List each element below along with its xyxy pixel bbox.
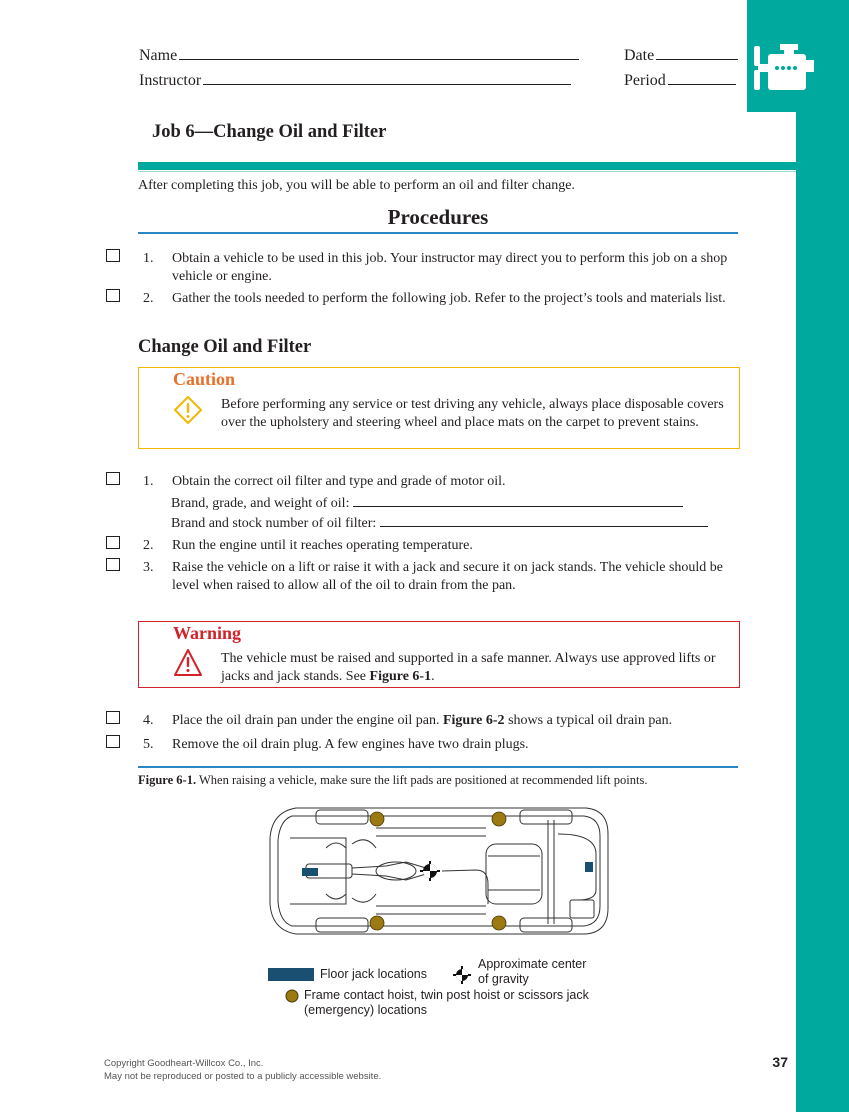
period-field[interactable] xyxy=(624,72,736,90)
name-label: Name xyxy=(139,47,178,64)
procedure-step xyxy=(142,537,732,555)
date-label: Date xyxy=(624,47,655,64)
floor-jack-swatch xyxy=(268,968,314,981)
instructor-field[interactable] xyxy=(139,72,571,90)
vehicle-underside-diagram xyxy=(266,804,610,938)
oil-spec-field[interactable] xyxy=(171,495,683,512)
procedures-rule xyxy=(138,232,738,234)
legend-frame-contact: Frame contact hoist, twin post hoist or scissors jack (emergency) locations xyxy=(304,988,589,1017)
step-text: Raise the vehicle on a lift or raise it with a jack and secure it on jack stands. The vehicle should be level when raised to allow all of the oil to drain from the pan. xyxy=(172,560,724,593)
step-checkbox[interactable] xyxy=(106,536,120,549)
copyright-footer xyxy=(104,1057,381,1083)
step-text: Run the engine until it reaches operating temperature. xyxy=(172,538,473,553)
caution-title: Caution xyxy=(173,369,236,389)
center-of-gravity-icon xyxy=(452,965,472,985)
step-text: Gather the tools needed to perform the following job. Refer to the project’s tools and materials list. xyxy=(172,291,726,306)
caution-text: Before performing any service or test driving any vehicle, always place disposable covers over the upholstery and steering wheel and place mats on the carpet to prevent stains. xyxy=(221,397,724,430)
name-input-line[interactable] xyxy=(179,47,579,60)
step-text: Place the oil drain pan under the engine oil pan. Figure 6-2 shows a typical oil drain pan. xyxy=(172,713,673,728)
step-number: 3. xyxy=(143,560,154,575)
step-checkbox[interactable] xyxy=(106,472,120,485)
page-number: 37 xyxy=(772,1054,788,1070)
step-number: 1. xyxy=(143,251,154,266)
step-text: Remove the oil drain plug. A few engines have two drain plugs. xyxy=(172,737,529,752)
step-checkbox[interactable] xyxy=(106,711,120,724)
procedure-step xyxy=(142,712,762,730)
procedure-step xyxy=(142,250,732,286)
oil-spec-label: Brand, grade, and weight of oil: xyxy=(171,496,350,511)
warning-text: The vehicle must be raised and supported in a safe manner. Always use approved lifts or jacks and jack stands. See Figure 6-1. xyxy=(221,651,716,684)
period-input-line[interactable] xyxy=(668,72,736,85)
job-objective: After completing this job, you will be able to perform an oil and filter change. xyxy=(138,178,575,193)
filter-spec-field[interactable] xyxy=(171,515,708,532)
warning-triangle-icon xyxy=(173,648,203,678)
name-field[interactable] xyxy=(139,47,579,65)
step-number: 1. xyxy=(143,474,154,489)
step-checkbox[interactable] xyxy=(106,289,120,302)
copyright-notice: May not be reproduced or posted to a publicly accessible website. xyxy=(104,1071,382,1082)
step-text: Obtain a vehicle to be used in this job. Your instructor may direct you to perform this job on a shop vehicle or engine. xyxy=(172,251,728,284)
date-field[interactable] xyxy=(624,47,738,65)
step-text: Obtain the correct oil filter and type and grade of motor oil. xyxy=(172,474,506,489)
filter-spec-input-line[interactable] xyxy=(380,515,708,527)
oil-spec-input-line[interactable] xyxy=(353,495,683,507)
step-checkbox[interactable] xyxy=(106,558,120,571)
figure-label: Figure 6-1. xyxy=(138,773,197,787)
instructor-label: Instructor xyxy=(139,72,202,89)
legend-floor-jack: Floor jack locations xyxy=(320,967,427,981)
lift-point-icon xyxy=(285,989,299,1003)
copyright-text: Copyright Goodheart-Willcox Co., Inc. xyxy=(104,1058,264,1069)
warning-box xyxy=(138,621,740,688)
date-input-line[interactable] xyxy=(656,47,738,60)
caution-box xyxy=(138,367,740,449)
procedures-heading: Procedures xyxy=(387,205,489,229)
step-number: 4. xyxy=(143,713,154,728)
caution-diamond-icon xyxy=(173,395,203,425)
engine-icon xyxy=(754,44,814,94)
step-checkbox[interactable] xyxy=(106,735,120,748)
warning-title: Warning xyxy=(173,623,242,643)
instructor-input-line[interactable] xyxy=(203,72,571,85)
figure-reference[interactable]: Figure 6-2 xyxy=(442,713,505,728)
period-label: Period xyxy=(624,72,666,89)
filter-spec-label: Brand and stock number of oil filter: xyxy=(171,516,377,531)
figure-rule xyxy=(138,766,738,768)
job-title: Job 6—Change Oil and Filter xyxy=(152,122,387,142)
procedure-step xyxy=(142,473,732,491)
figure-reference[interactable]: Figure 6-1 xyxy=(369,669,432,684)
procedure-step xyxy=(142,559,732,595)
title-divider-thin xyxy=(138,171,796,172)
procedure-step xyxy=(142,736,732,754)
title-divider xyxy=(138,162,796,170)
side-color-strip xyxy=(796,0,849,1112)
step-number: 2. xyxy=(143,538,154,553)
step-checkbox[interactable] xyxy=(106,249,120,262)
legend-center-gravity: Approximate center of gravity xyxy=(478,957,587,986)
procedure-step xyxy=(142,290,732,308)
figure-caption: Figure 6-1. When raising a vehicle, make sure the lift pads are positioned at recommended lift points. xyxy=(138,773,648,787)
step-number: 5. xyxy=(143,737,154,752)
section-heading: Change Oil and Filter xyxy=(138,337,312,357)
step-number: 2. xyxy=(143,291,154,306)
